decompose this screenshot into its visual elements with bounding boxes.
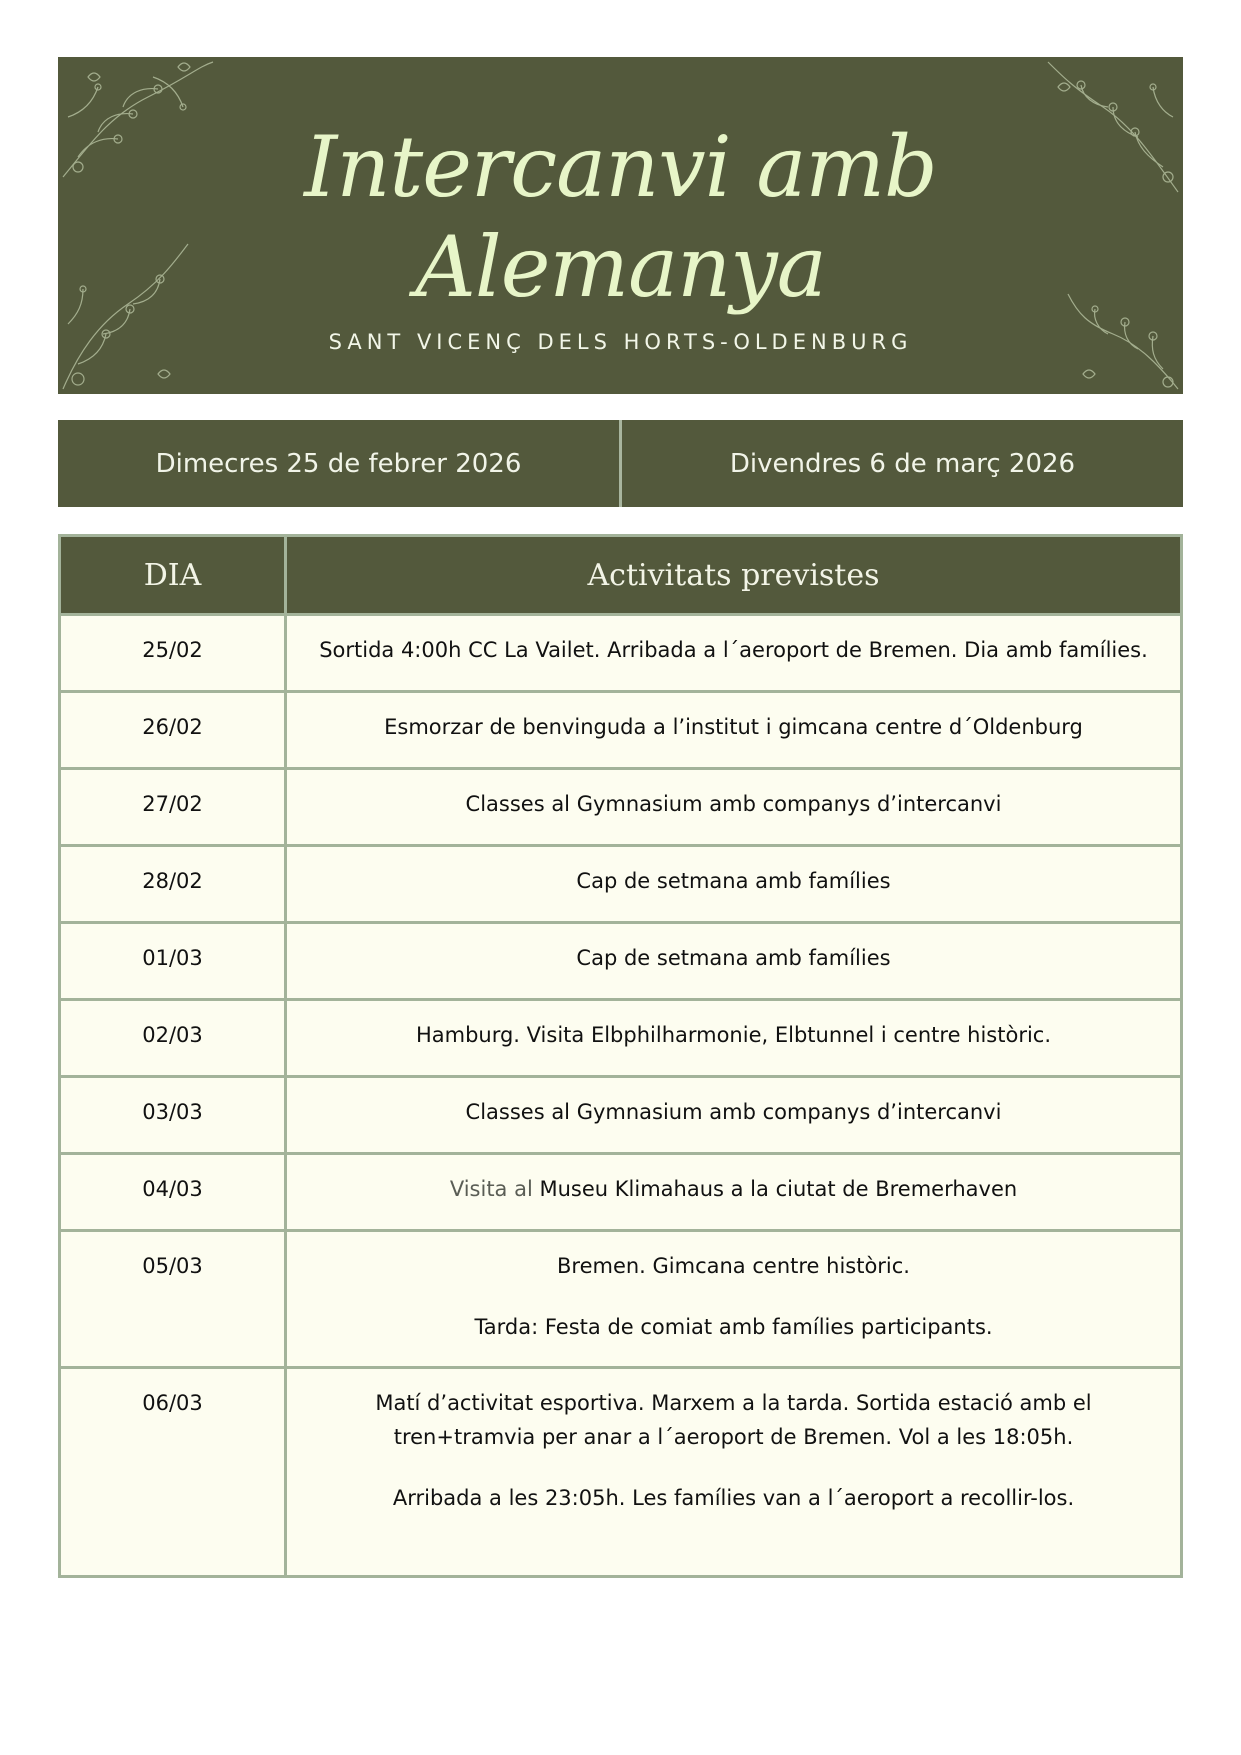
day-cell: 05/03: [60, 1231, 286, 1368]
activity-text: Cap de setmana amb famílies: [576, 946, 891, 970]
activity-text: Matí d’activitat esportiva. Marxem a la tarda. Sortida estació amb el tren+tramvia per anar a l´aeroport de Bremen. Vol a les 18:05h.: [375, 1391, 1092, 1449]
column-header-day: DIA: [60, 536, 286, 615]
activity-text: Cap de setmana amb famílies: [576, 869, 891, 893]
activity-cell: [286, 1368, 1182, 1577]
date-range-bar: [58, 420, 1183, 507]
subtitle: SANT VICENÇ DELS HORTS-OLDENBURG: [328, 330, 913, 354]
day-cell: 06/03: [60, 1368, 286, 1577]
day-cell: 26/02: [60, 692, 286, 769]
activity-cell: [286, 1154, 1182, 1231]
schedule-table: [58, 534, 1183, 1578]
table-row: [60, 1231, 1182, 1368]
activity-text: Esmorzar de benvinguda a l’institut i gimcana centre d´Oldenburg: [384, 715, 1083, 739]
day-cell: 03/03: [60, 1077, 286, 1154]
day-cell: 27/02: [60, 769, 286, 846]
page-title: [58, 117, 1183, 317]
activity-text: Arribada a les 23:05h. Les famílies van a l´aeroport a recollir-los.: [392, 1486, 1075, 1510]
activity-text: Classes al Gymnasium amb companys d’intercanvi: [465, 792, 1002, 816]
table-row: [60, 1154, 1182, 1231]
activity-cell: [286, 1077, 1182, 1154]
day-cell: 25/02: [60, 615, 286, 692]
day-cell: 01/03: [60, 923, 286, 1000]
activity-text: Bremen. Gimcana centre històric.: [556, 1254, 910, 1278]
activity-text-prefix: Visita al: [449, 1177, 533, 1201]
day-cell: 04/03: [60, 1154, 286, 1231]
table-row: [60, 923, 1182, 1000]
header-banner: [58, 57, 1183, 394]
activity-cell: [286, 846, 1182, 923]
end-date: Divendres 6 de març 2026: [729, 448, 1076, 479]
activity-cell: [286, 769, 1182, 846]
table-row: [60, 615, 1182, 692]
table-row: [60, 846, 1182, 923]
table-row: [60, 1077, 1182, 1154]
activity-text: [311, 1172, 1156, 1206]
activity-text: Sortida 4:00h CC La Vailet. Arribada a l´aeroport de Bremen. Dia amb famílies.: [319, 638, 1148, 662]
table-row: [60, 1000, 1182, 1077]
table-header-row: [60, 536, 1182, 615]
activity-text: Classes al Gymnasium amb companys d’intercanvi: [465, 1100, 1002, 1124]
activity-cell: [286, 1231, 1182, 1368]
activity-text-rest: Museu Klimahaus a la ciutat de Bremerhaven: [539, 1177, 1018, 1201]
activity-cell: [286, 1000, 1182, 1077]
table-row: [60, 692, 1182, 769]
table-row: [60, 1368, 1182, 1577]
day-cell: 02/03: [60, 1000, 286, 1077]
activity-cell: [286, 615, 1182, 692]
title-line-1: Intercanvi amb: [304, 118, 937, 216]
title-line-2: Alemanya: [415, 218, 826, 316]
column-header-activities: Activitats previstes: [286, 536, 1182, 615]
activity-cell: [286, 923, 1182, 1000]
activity-cell: [286, 692, 1182, 769]
activity-text: Tarda: Festa de comiat amb famílies participants.: [474, 1315, 993, 1339]
activity-text: Hamburg. Visita Elbphilharmonie, Elbtunnel i centre històric.: [415, 1023, 1052, 1047]
table-row: [60, 769, 1182, 846]
start-date: Dimecres 25 de febrer 2026: [155, 448, 522, 479]
day-cell: 28/02: [60, 846, 286, 923]
